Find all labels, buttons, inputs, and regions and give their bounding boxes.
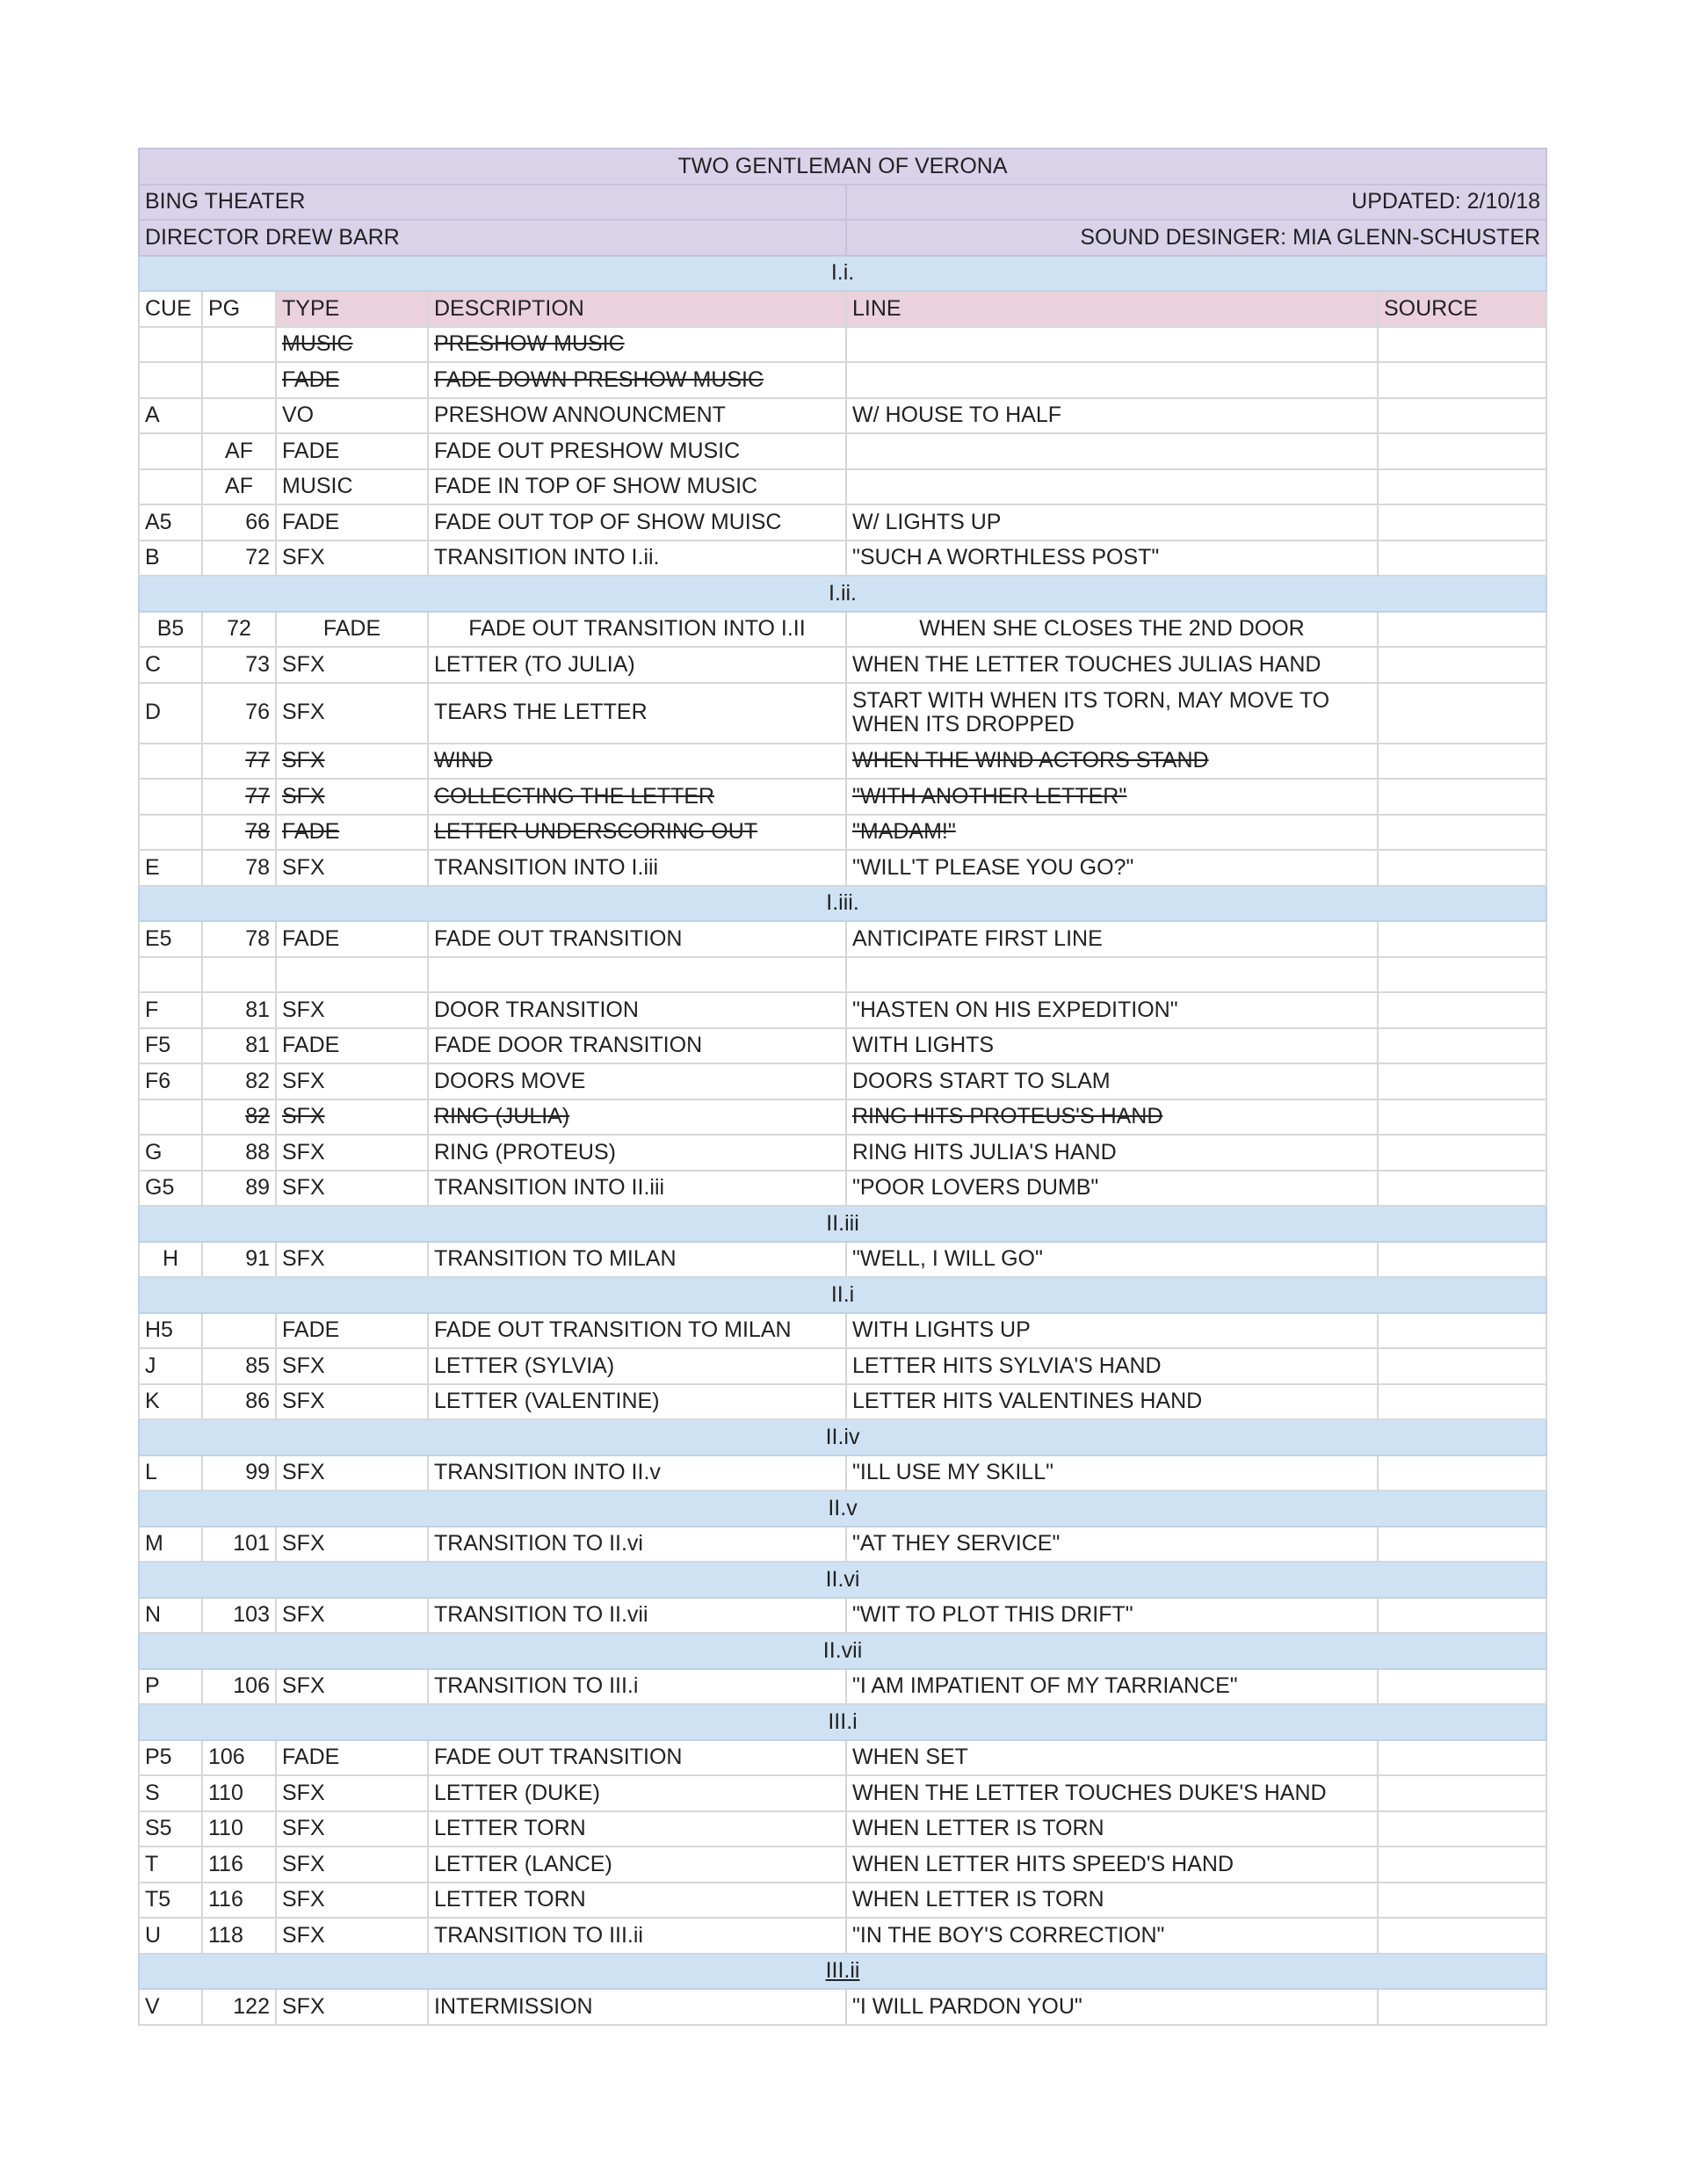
page-cell: 103 bbox=[202, 1598, 276, 1634]
empty-cell bbox=[1378, 957, 1546, 993]
page-cell: 118 bbox=[202, 1918, 276, 1954]
page-cell: AF bbox=[202, 433, 276, 469]
type-cell: SFX bbox=[276, 541, 428, 577]
type-cell: FADE bbox=[276, 1313, 428, 1349]
page-cell: 116 bbox=[202, 1847, 276, 1883]
cue-row bbox=[139, 647, 1546, 683]
source-cell bbox=[1378, 1989, 1546, 2025]
source-cell bbox=[1378, 744, 1546, 780]
director-credit: DIRECTOR DREW BARR bbox=[139, 220, 846, 256]
description-cell: DOORS MOVE bbox=[428, 1063, 846, 1099]
empty-cell bbox=[202, 957, 276, 993]
type-cell: SFX bbox=[276, 1171, 428, 1207]
line-cell: WHEN LETTER IS TORN bbox=[846, 1883, 1378, 1919]
source-cell bbox=[1378, 1775, 1546, 1811]
description-cell: FADE DOWN PRESHOW MUSIC bbox=[428, 362, 846, 398]
section-header-row bbox=[139, 1206, 1546, 1242]
source-cell bbox=[1378, 541, 1546, 577]
cue-cell: T5 bbox=[139, 1883, 202, 1919]
cue-cell: F bbox=[139, 992, 202, 1028]
cue-cell: E5 bbox=[139, 921, 202, 957]
cue-cell: A5 bbox=[139, 504, 202, 541]
line-cell: LETTER HITS VALENTINES HAND bbox=[846, 1384, 1378, 1420]
source-cell bbox=[1378, 1384, 1546, 1420]
line-cell bbox=[846, 362, 1378, 398]
cue-cell bbox=[139, 815, 202, 851]
page-cell: 78 bbox=[202, 921, 276, 957]
line-cell: "WELL, I WILL GO" bbox=[846, 1242, 1378, 1278]
line-cell: "ILL USE MY SKILL" bbox=[846, 1455, 1378, 1491]
cue-row bbox=[139, 1313, 1546, 1349]
cue-cell: J bbox=[139, 1348, 202, 1384]
cue-row bbox=[139, 815, 1546, 851]
theater-row bbox=[139, 185, 1546, 221]
type-cell: SFX bbox=[276, 992, 428, 1028]
cue-row bbox=[139, 362, 1546, 398]
cue-cell bbox=[139, 779, 202, 815]
type-cell: FADE bbox=[276, 612, 428, 648]
cue-cell: L bbox=[139, 1455, 202, 1491]
source-cell bbox=[1378, 327, 1546, 363]
source-cell bbox=[1378, 1135, 1546, 1171]
source-cell bbox=[1378, 1028, 1546, 1064]
cue-row bbox=[139, 1883, 1546, 1919]
page-cell: 72 bbox=[202, 541, 276, 577]
page-cell: 91 bbox=[202, 1242, 276, 1278]
cue-row bbox=[139, 1989, 1546, 2025]
page-cell: 78 bbox=[202, 850, 276, 886]
cue-row bbox=[139, 683, 1546, 744]
section-label: II.v bbox=[139, 1491, 1546, 1527]
cue-cell: H bbox=[139, 1242, 202, 1278]
empty-cell bbox=[139, 957, 202, 993]
cue-cell: M bbox=[139, 1527, 202, 1563]
description-cell: PRESHOW ANNOUNCMENT bbox=[428, 398, 846, 434]
line-cell: WHEN SET bbox=[846, 1740, 1378, 1776]
cue-row bbox=[139, 1135, 1546, 1171]
type-cell: FADE bbox=[276, 1028, 428, 1064]
cue-row bbox=[139, 1063, 1546, 1099]
type-cell: SFX bbox=[276, 1598, 428, 1634]
description-cell: LETTER (DUKE) bbox=[428, 1775, 846, 1811]
cue-row bbox=[139, 1384, 1546, 1420]
type-cell: SFX bbox=[276, 1455, 428, 1491]
source-cell bbox=[1378, 433, 1546, 469]
type-cell: VO bbox=[276, 398, 428, 434]
cue-cell: A bbox=[139, 398, 202, 434]
cue-cell bbox=[139, 469, 202, 505]
page-cell bbox=[202, 398, 276, 434]
source-cell bbox=[1378, 1063, 1546, 1099]
cue-row bbox=[139, 541, 1546, 577]
type-cell: SFX bbox=[276, 1775, 428, 1811]
credits-row bbox=[139, 220, 1546, 256]
source-cell bbox=[1378, 1527, 1546, 1563]
line-cell: WHEN THE LETTER TOUCHES JULIAS HAND bbox=[846, 647, 1378, 683]
line-cell: W/ HOUSE TO HALF bbox=[846, 398, 1378, 434]
type-cell: FADE bbox=[276, 433, 428, 469]
cue-cell bbox=[139, 362, 202, 398]
description-cell: TRANSITION TO II.vii bbox=[428, 1598, 846, 1634]
source-cell bbox=[1378, 683, 1546, 744]
section-label: I.iii. bbox=[139, 886, 1546, 922]
page-cell: 85 bbox=[202, 1348, 276, 1384]
cue-cell: B bbox=[139, 541, 202, 577]
source-cell bbox=[1378, 850, 1546, 886]
source-cell bbox=[1378, 1811, 1546, 1847]
section-label: I.i. bbox=[139, 256, 1546, 292]
description-cell: FADE OUT TRANSITION TO MILAN bbox=[428, 1313, 846, 1349]
cue-row bbox=[139, 327, 1546, 363]
line-cell: "I WILL PARDON YOU" bbox=[846, 1989, 1378, 2025]
description-cell: RING (PROTEUS) bbox=[428, 1135, 846, 1171]
page-cell bbox=[202, 362, 276, 398]
cue-cell: T bbox=[139, 1847, 202, 1883]
cue-row bbox=[139, 921, 1546, 957]
line-cell bbox=[846, 469, 1378, 505]
cue-row bbox=[139, 744, 1546, 780]
type-cell: SFX bbox=[276, 1811, 428, 1847]
source-cell bbox=[1378, 1099, 1546, 1136]
description-cell: TRANSITION INTO II.v bbox=[428, 1455, 846, 1491]
cue-row bbox=[139, 850, 1546, 886]
type-cell: SFX bbox=[276, 1883, 428, 1919]
line-cell bbox=[846, 433, 1378, 469]
page-cell bbox=[202, 327, 276, 363]
cue-cell: P bbox=[139, 1669, 202, 1705]
cue-row bbox=[139, 1740, 1546, 1776]
description-cell: FADE OUT TOP OF SHOW MUISC bbox=[428, 504, 846, 541]
line-cell: WHEN SHE CLOSES THE 2ND DOOR bbox=[846, 612, 1378, 648]
line-cell: "WITH ANOTHER LETTER" bbox=[846, 779, 1378, 815]
type-cell: SFX bbox=[276, 1918, 428, 1954]
description-cell: FADE DOOR TRANSITION bbox=[428, 1028, 846, 1064]
source-cell bbox=[1378, 362, 1546, 398]
description-cell: LETTER (TO JULIA) bbox=[428, 647, 846, 683]
cue-row bbox=[139, 1348, 1546, 1384]
line-cell: DOORS START TO SLAM bbox=[846, 1063, 1378, 1099]
page-cell: 99 bbox=[202, 1455, 276, 1491]
cue-row bbox=[139, 992, 1546, 1028]
cue-cell: F6 bbox=[139, 1063, 202, 1099]
source-cell bbox=[1378, 469, 1546, 505]
section-header-row bbox=[139, 1954, 1546, 1990]
line-cell: START WITH WHEN ITS TORN, MAY MOVE TO WHEN ITS DROPPED bbox=[846, 683, 1378, 744]
cue-cell: S5 bbox=[139, 1811, 202, 1847]
description-cell: LETTER (VALENTINE) bbox=[428, 1384, 846, 1420]
cue-row bbox=[139, 1811, 1546, 1847]
type-cell: SFX bbox=[276, 779, 428, 815]
line-cell: "HASTEN ON HIS EXPEDITION" bbox=[846, 992, 1378, 1028]
type-cell: FADE bbox=[276, 362, 428, 398]
description-cell: PRESHOW MUSIC bbox=[428, 327, 846, 363]
source-cell bbox=[1378, 647, 1546, 683]
cue-row bbox=[139, 612, 1546, 648]
type-cell: FADE bbox=[276, 1740, 428, 1776]
description-cell: FADE OUT TRANSITION bbox=[428, 1740, 846, 1776]
type-cell: SFX bbox=[276, 647, 428, 683]
page-cell bbox=[202, 1313, 276, 1349]
description-cell: TEARS THE LETTER bbox=[428, 683, 846, 744]
description-cell: FADE IN TOP OF SHOW MUSIC bbox=[428, 469, 846, 505]
source-cell bbox=[1378, 1669, 1546, 1705]
line-cell: RING HITS JULIA'S HAND bbox=[846, 1135, 1378, 1171]
page-cell: 122 bbox=[202, 1989, 276, 2025]
source-cell bbox=[1378, 1598, 1546, 1634]
line-cell: ANTICIPATE FIRST LINE bbox=[846, 921, 1378, 957]
description-cell: LETTER (SYLVIA) bbox=[428, 1348, 846, 1384]
cue-cell: D bbox=[139, 683, 202, 744]
cue-cell: C bbox=[139, 647, 202, 683]
line-cell: "MADAM!" bbox=[846, 815, 1378, 851]
cue-cell: G bbox=[139, 1135, 202, 1171]
cue-cell: N bbox=[139, 1598, 202, 1634]
cue-row bbox=[139, 1847, 1546, 1883]
source-cell bbox=[1378, 779, 1546, 815]
section-header-row bbox=[139, 1704, 1546, 1740]
title-row bbox=[139, 149, 1546, 185]
empty-cell bbox=[846, 957, 1378, 993]
column-header-cue: CUE bbox=[139, 291, 202, 327]
cue-row bbox=[139, 1455, 1546, 1491]
sound-designer-credit: SOUND DESINGER: MIA GLENN-SCHUSTER bbox=[846, 220, 1546, 256]
type-cell: SFX bbox=[276, 1348, 428, 1384]
source-cell bbox=[1378, 1455, 1546, 1491]
line-cell: LETTER HITS SYLVIA'S HAND bbox=[846, 1348, 1378, 1384]
source-cell bbox=[1378, 815, 1546, 851]
line-cell: "POOR LOVERS DUMB" bbox=[846, 1171, 1378, 1207]
page-cell: 106 bbox=[202, 1669, 276, 1705]
line-cell: "WILL'T PLEASE YOU GO?" bbox=[846, 850, 1378, 886]
page-cell: 82 bbox=[202, 1099, 276, 1136]
description-cell: RING (JULIA) bbox=[428, 1099, 846, 1136]
show-title: TWO GENTLEMAN OF VERONA bbox=[139, 149, 1546, 185]
line-cell: WHEN THE LETTER TOUCHES DUKE'S HAND bbox=[846, 1775, 1378, 1811]
section-header-row bbox=[139, 1419, 1546, 1455]
source-cell bbox=[1378, 504, 1546, 541]
page-cell: 82 bbox=[202, 1063, 276, 1099]
description-cell: LETTER UNDERSCORING OUT bbox=[428, 815, 846, 851]
column-header-row bbox=[139, 291, 1546, 327]
type-cell: SFX bbox=[276, 1242, 428, 1278]
type-cell: FADE bbox=[276, 815, 428, 851]
page-cell: 77 bbox=[202, 779, 276, 815]
type-cell: SFX bbox=[276, 1135, 428, 1171]
source-cell bbox=[1378, 1740, 1546, 1776]
cue-sheet-table bbox=[138, 148, 1547, 2026]
page-cell: 116 bbox=[202, 1883, 276, 1919]
cue-cell: S bbox=[139, 1775, 202, 1811]
cue-row bbox=[139, 1028, 1546, 1064]
type-cell: MUSIC bbox=[276, 469, 428, 505]
description-cell: FADE OUT PRESHOW MUSIC bbox=[428, 433, 846, 469]
page-cell: 110 bbox=[202, 1775, 276, 1811]
page-cell: 81 bbox=[202, 1028, 276, 1064]
cue-row bbox=[139, 779, 1546, 815]
section-header-row bbox=[139, 1562, 1546, 1598]
line-cell: WHEN THE WIND ACTORS STAND bbox=[846, 744, 1378, 780]
description-cell: DOOR TRANSITION bbox=[428, 992, 846, 1028]
updated-date: UPDATED: 2/10/18 bbox=[846, 185, 1546, 221]
type-cell: FADE bbox=[276, 921, 428, 957]
column-header-type: TYPE bbox=[276, 291, 428, 327]
description-cell: TRANSITION INTO I.ii. bbox=[428, 541, 846, 577]
column-header-pg: PG bbox=[202, 291, 276, 327]
cue-cell: K bbox=[139, 1384, 202, 1420]
page-cell: 88 bbox=[202, 1135, 276, 1171]
cue-cell bbox=[139, 744, 202, 780]
description-cell: TRANSITION TO MILAN bbox=[428, 1242, 846, 1278]
cue-row bbox=[139, 398, 1546, 434]
empty-cell bbox=[276, 957, 428, 993]
section-label: II.vi bbox=[139, 1562, 1546, 1598]
section-header-row bbox=[139, 1491, 1546, 1527]
description-cell: COLLECTING THE LETTER bbox=[428, 779, 846, 815]
section-label: II.iii bbox=[139, 1206, 1546, 1242]
type-cell: MUSIC bbox=[276, 327, 428, 363]
type-cell: SFX bbox=[276, 1384, 428, 1420]
line-cell: WITH LIGHTS UP bbox=[846, 1313, 1378, 1349]
column-header-source: SOURCE bbox=[1378, 291, 1546, 327]
source-cell bbox=[1378, 1883, 1546, 1919]
description-cell: TRANSITION TO II.vi bbox=[428, 1527, 846, 1563]
description-cell: LETTER TORN bbox=[428, 1883, 846, 1919]
type-cell: SFX bbox=[276, 683, 428, 744]
section-header-row bbox=[139, 1633, 1546, 1669]
page-cell: 78 bbox=[202, 815, 276, 851]
page-cell: 86 bbox=[202, 1384, 276, 1420]
cue-row bbox=[139, 504, 1546, 541]
page-cell: 76 bbox=[202, 683, 276, 744]
source-cell bbox=[1378, 921, 1546, 957]
page-cell: 106 bbox=[202, 1740, 276, 1776]
cue-cell: B5 bbox=[139, 612, 202, 648]
description-cell: TRANSITION INTO I.iii bbox=[428, 850, 846, 886]
cue-cell bbox=[139, 433, 202, 469]
cue-cell: G5 bbox=[139, 1171, 202, 1207]
page-cell: 77 bbox=[202, 744, 276, 780]
description-cell: WIND bbox=[428, 744, 846, 780]
section-header-row bbox=[139, 886, 1546, 922]
description-cell: TRANSITION TO III.i bbox=[428, 1669, 846, 1705]
section-header-row bbox=[139, 1277, 1546, 1313]
column-header-description: DESCRIPTION bbox=[428, 291, 846, 327]
type-cell: SFX bbox=[276, 1099, 428, 1136]
line-cell: "AT THEY SERVICE" bbox=[846, 1527, 1378, 1563]
cue-row bbox=[139, 469, 1546, 505]
cue-cell bbox=[139, 1099, 202, 1136]
type-cell: SFX bbox=[276, 1669, 428, 1705]
line-cell: WITH LIGHTS bbox=[846, 1028, 1378, 1064]
empty-cell bbox=[428, 957, 846, 993]
type-cell: SFX bbox=[276, 850, 428, 886]
description-cell: LETTER (LANCE) bbox=[428, 1847, 846, 1883]
cue-row bbox=[139, 1918, 1546, 1954]
page-cell: 72 bbox=[202, 612, 276, 648]
page-cell: AF bbox=[202, 469, 276, 505]
cue-cell: U bbox=[139, 1918, 202, 1954]
section-label: II.i bbox=[139, 1277, 1546, 1313]
cue-cell bbox=[139, 327, 202, 363]
source-cell bbox=[1378, 398, 1546, 434]
description-cell: FADE OUT TRANSITION bbox=[428, 921, 846, 957]
description-cell: LETTER TORN bbox=[428, 1811, 846, 1847]
section-header-row bbox=[139, 576, 1546, 612]
source-cell bbox=[1378, 1918, 1546, 1954]
line-cell: WHEN LETTER HITS SPEED'S HAND bbox=[846, 1847, 1378, 1883]
cue-row bbox=[139, 433, 1546, 469]
cue-cell: F5 bbox=[139, 1028, 202, 1064]
page-cell: 66 bbox=[202, 504, 276, 541]
theater-name: BING THEATER bbox=[139, 185, 846, 221]
section-label: II.iv bbox=[139, 1419, 1546, 1455]
cue-row bbox=[139, 1527, 1546, 1563]
description-cell: FADE OUT TRANSITION INTO I.II bbox=[428, 612, 846, 648]
type-cell: FADE bbox=[276, 504, 428, 541]
source-cell bbox=[1378, 1171, 1546, 1207]
cue-cell: E bbox=[139, 850, 202, 886]
type-cell: SFX bbox=[276, 1063, 428, 1099]
line-cell: "SUCH A WORTHLESS POST" bbox=[846, 541, 1378, 577]
type-cell: SFX bbox=[276, 744, 428, 780]
page-cell: 110 bbox=[202, 1811, 276, 1847]
cue-row bbox=[139, 1598, 1546, 1634]
line-cell: WHEN LETTER IS TORN bbox=[846, 1811, 1378, 1847]
cue-row bbox=[139, 1775, 1546, 1811]
section-label: I.ii. bbox=[139, 576, 1546, 612]
line-cell: "I AM IMPATIENT OF MY TARRIANCE" bbox=[846, 1669, 1378, 1705]
cue-row bbox=[139, 1242, 1546, 1278]
source-cell bbox=[1378, 1242, 1546, 1278]
page-cell: 73 bbox=[202, 647, 276, 683]
source-cell bbox=[1378, 992, 1546, 1028]
line-cell bbox=[846, 327, 1378, 363]
description-cell: TRANSITION INTO II.iii bbox=[428, 1171, 846, 1207]
type-cell: SFX bbox=[276, 1989, 428, 2025]
section-label: III.ii bbox=[139, 1954, 1546, 1990]
cue-row bbox=[139, 1171, 1546, 1207]
section-header-row bbox=[139, 256, 1546, 292]
line-cell: "IN THE BOY'S CORRECTION" bbox=[846, 1918, 1378, 1954]
type-cell: SFX bbox=[276, 1527, 428, 1563]
cue-cell: P5 bbox=[139, 1740, 202, 1776]
blank-row bbox=[139, 957, 1546, 993]
line-cell: "WIT TO PLOT THIS DRIFT" bbox=[846, 1598, 1378, 1634]
description-cell: TRANSITION TO III.ii bbox=[428, 1918, 846, 1954]
source-cell bbox=[1378, 1313, 1546, 1349]
section-label: II.vii bbox=[139, 1633, 1546, 1669]
source-cell bbox=[1378, 1348, 1546, 1384]
description-cell: INTERMISSION bbox=[428, 1989, 846, 2025]
line-cell: RING HITS PROTEUS'S HAND bbox=[846, 1099, 1378, 1136]
source-cell bbox=[1378, 612, 1546, 648]
page-cell: 89 bbox=[202, 1171, 276, 1207]
type-cell: SFX bbox=[276, 1847, 428, 1883]
cue-cell: V bbox=[139, 1989, 202, 2025]
cue-row bbox=[139, 1669, 1546, 1705]
page-cell: 81 bbox=[202, 992, 276, 1028]
line-cell: W/ LIGHTS UP bbox=[846, 504, 1378, 541]
page-cell: 101 bbox=[202, 1527, 276, 1563]
cue-row bbox=[139, 1099, 1546, 1136]
cue-cell: H5 bbox=[139, 1313, 202, 1349]
source-cell bbox=[1378, 1847, 1546, 1883]
section-label: III.i bbox=[139, 1704, 1546, 1740]
column-header-line: LINE bbox=[846, 291, 1378, 327]
